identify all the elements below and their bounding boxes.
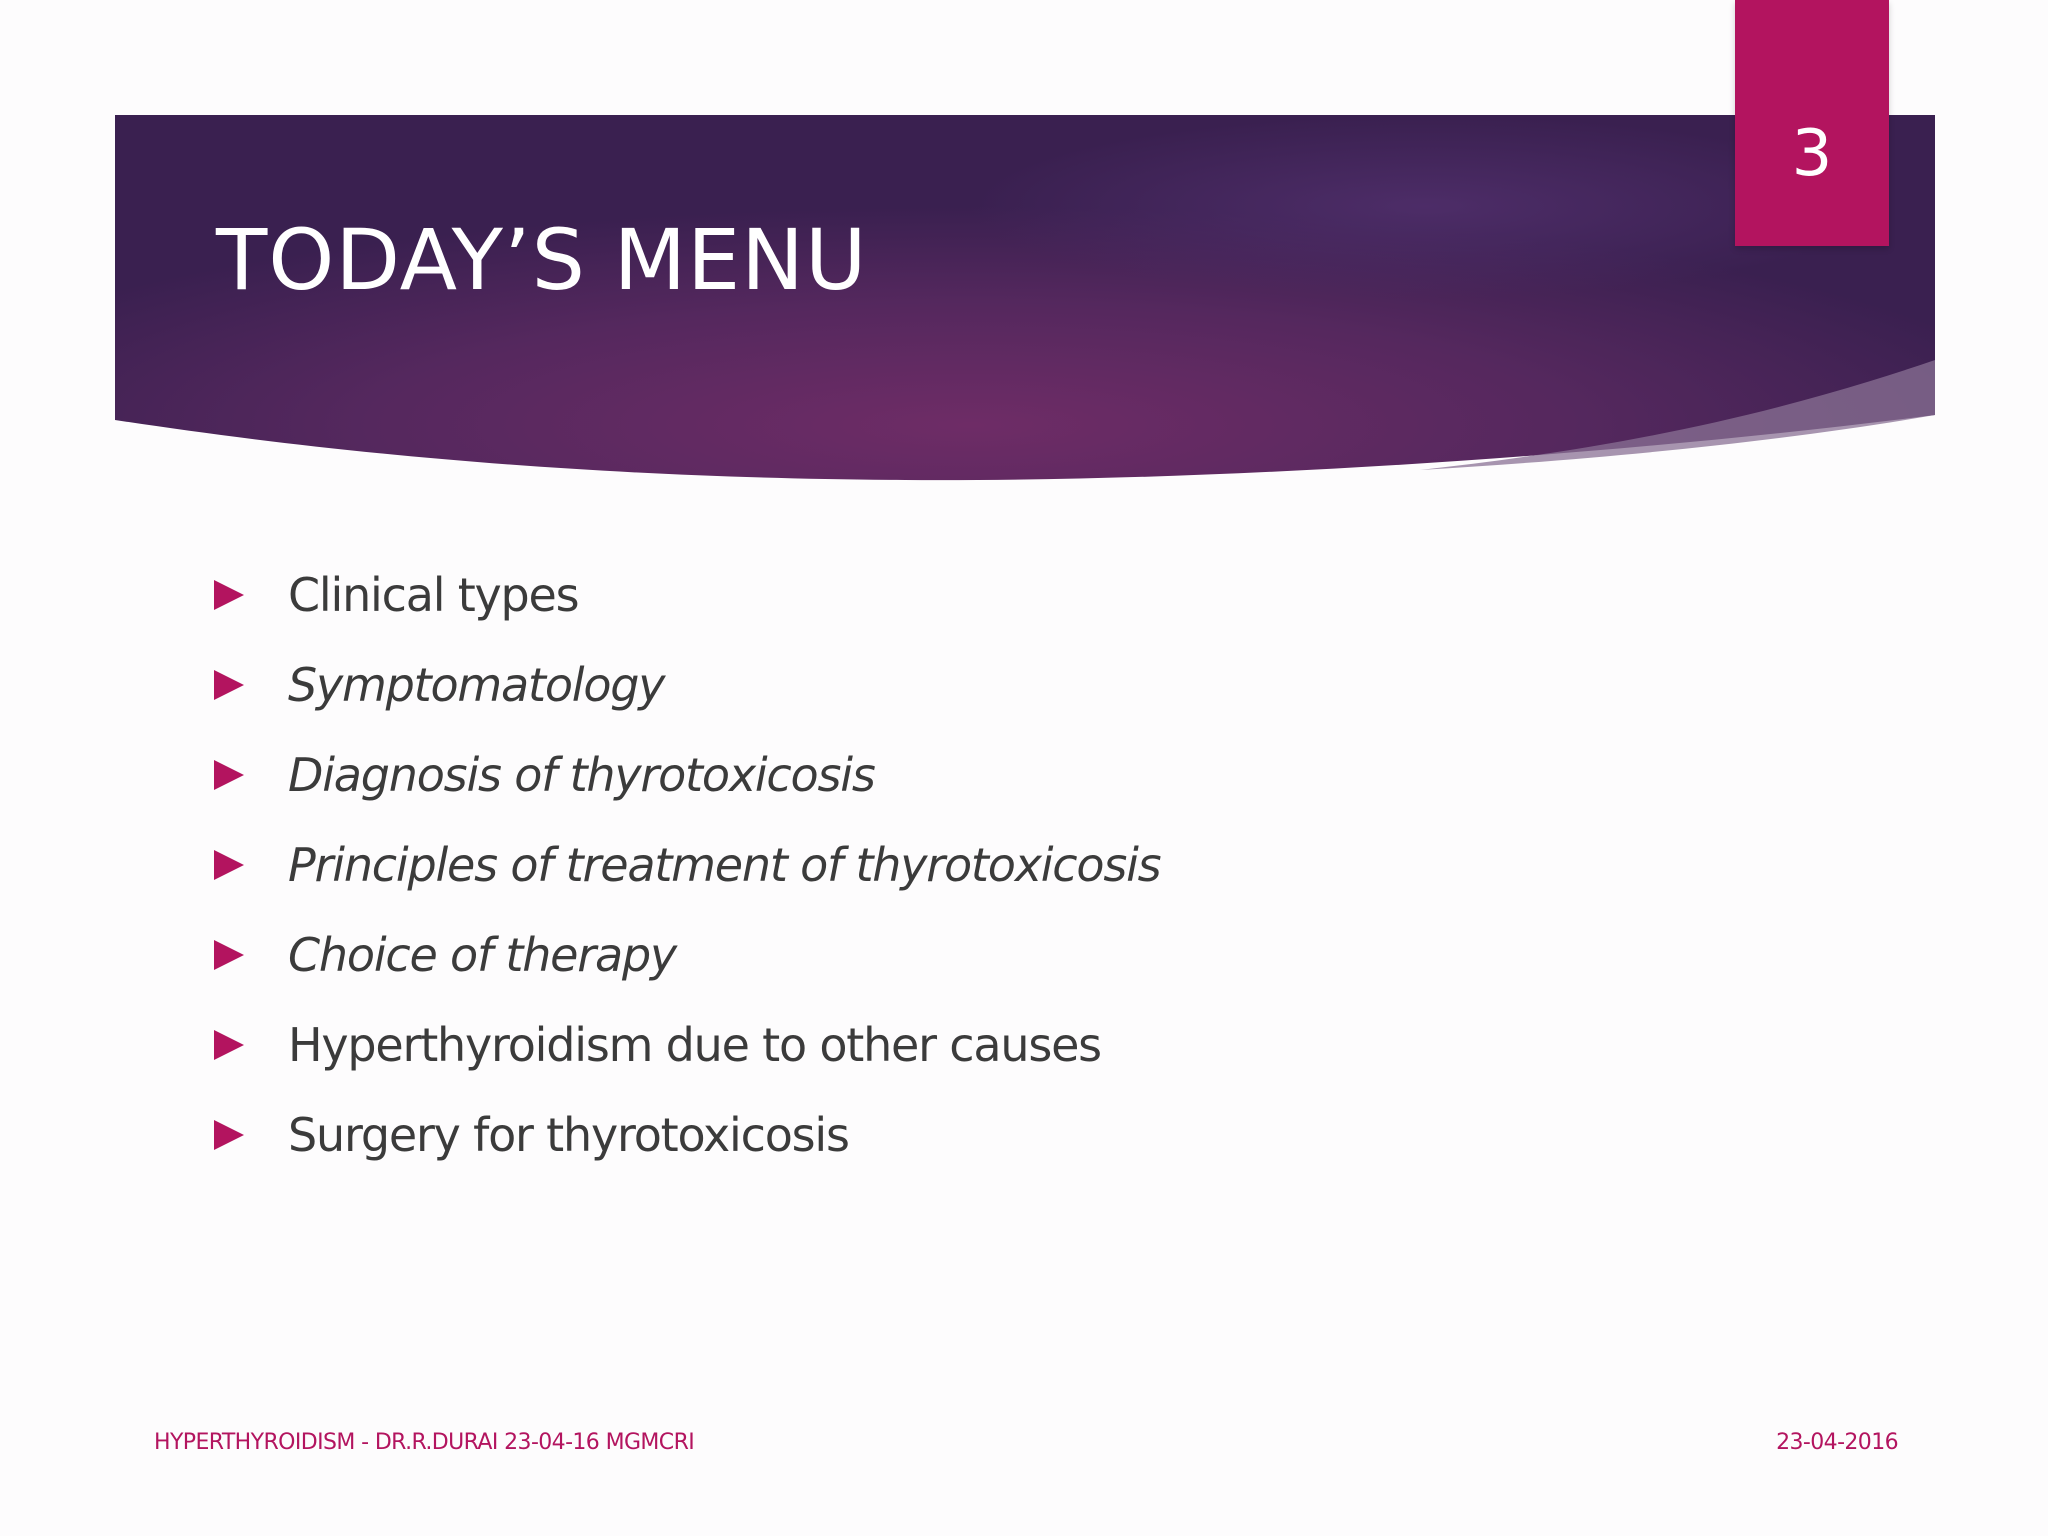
agenda-item-text: Clinical types [288,568,579,622]
agenda-item [214,550,1160,640]
agenda-item [214,820,1160,910]
agenda-item [214,640,1160,730]
triangle-right-icon [214,1120,244,1150]
triangle-right-icon [214,940,244,970]
triangle-right-icon [214,580,244,610]
triangle-right-icon [214,850,244,880]
page-number: 3 [1791,117,1833,191]
agenda-item [214,1000,1160,1090]
page-number-tab [1735,0,1889,246]
footer-date: 23-04-2016 [1776,1430,1898,1455]
agenda-item-text: Diagnosis of thyrotoxicosis [288,748,875,802]
agenda-item [214,730,1160,820]
triangle-right-icon [214,760,244,790]
agenda-item-text: Hyperthyroidism due to other causes [288,1018,1101,1072]
triangle-right-icon [214,1030,244,1060]
agenda-item [214,910,1160,1000]
agenda-list [214,550,1160,1180]
footer-title: HYPERTHYROIDISM - DR.R.DURAI 23-04-16 MGMCRI [154,1430,695,1455]
agenda-item-text: Surgery for thyrotoxicosis [288,1108,849,1162]
agenda-item-text: Choice of therapy [288,928,676,982]
agenda-item-text: Principles of treatment of thyrotoxicosis [288,838,1161,892]
agenda-item-text: Symptomatology [288,658,665,712]
triangle-right-icon [214,670,244,700]
agenda-item [214,1090,1160,1180]
slide-title: TODAY’S MENU [216,211,868,309]
